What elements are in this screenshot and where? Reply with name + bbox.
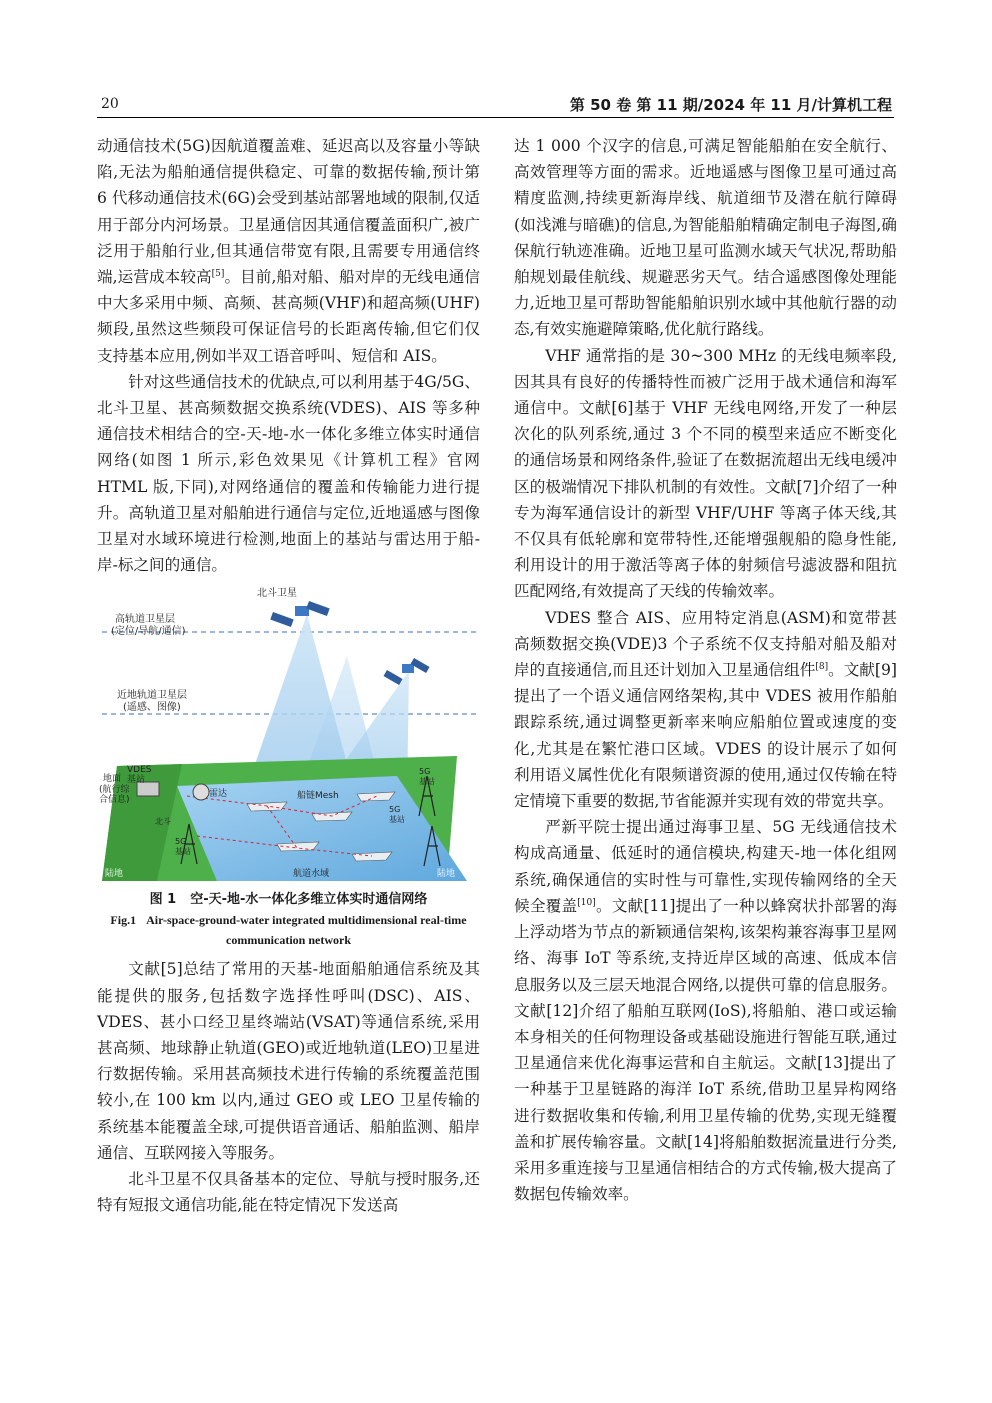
left-p1-tail: 。目前,船对船、船对岸的无线电通信中大多采用中频、高频、甚高频(VHF)和超高频(UHF)频段,虽然这些频段可保证信号的长距离传输,但它们仅支持基本应用,例如半双工语音呼叫、短信和 AIS。 xyxy=(97,268,480,365)
citation-8: [8] xyxy=(815,662,829,673)
label-radar: 雷达 xyxy=(209,789,228,800)
right-paragraph-1: 达 1 000 个汉字的信息,可满足智能船舶在安全航行、高效管理等方面的需求。近地遥感与图像卫星可通过高精度监测,持续更新海岸线、航道细节及潜在航行障碍(如浅滩与暗礁)的信息,为智能船舶精确定制电子海图,确保航行轨迹准确。近地卫星可监测水域天气状况,帮助船舶规划最佳航线、规避恶劣天气。结合遥感图像处理能力,近地卫星可帮助智能船舶识别水域中其他航行器的动态,有效实施避障策略,优化航行路线。 xyxy=(514,137,897,339)
right-p3-tail: 。文献[9]提出了一个语义通信网络架构,其中 VDES 被用作船舶跟踪系统,通过调整更新率来响应船舶位置或速度的变化,尤其是在繁忙港口区域。VDES 的设计展示了如何利用语义属性优化有限频谱资源的使用,通过仅传输在特定情境下重要的数据,节省能源并实现有效的带宽共享。 xyxy=(514,661,897,811)
figure-caption-cn xyxy=(97,890,480,910)
figure-caption-cn-text: 空-天-地-水一体化多维立体实时通信网络 xyxy=(190,892,428,908)
radar-dish-icon xyxy=(193,784,209,800)
figure-caption-en-text: Air-space-ground-water integrated multidimensional real-time communication network xyxy=(146,913,467,948)
label-water: 航道水域 xyxy=(293,869,330,880)
figure-caption-cn-label: 图 1 xyxy=(149,892,177,908)
network-diagram xyxy=(97,586,480,884)
page-number: 20 xyxy=(101,96,119,112)
right-paragraph-4 xyxy=(514,814,897,1207)
label-high-orbit: 高轨道卫星层 xyxy=(115,614,175,626)
label-5g-2: 5G xyxy=(389,805,401,815)
label-beidou-terminal: 北斗 xyxy=(155,817,171,827)
right-column xyxy=(514,133,897,1207)
right-p4-tail: 。文献[11]提出了一种以蜂窝状扑部署的海上浮动塔为节点的新颖通信架构,该架构兼容海事卫星网络、海事 IoT 等系统,支持近岸区域的高速、低成本信息服务以及三层天地混合网络,以提供可靠的信息服务。文献[12]介绍了船舶互联网(IoS),将船舶、港口或运输本身相关的任何物理设备或基础设施进行智能互联,通过卫星通信来优化海事运营和自主航运。文献[13]提出了一种基于卫星链路的海洋 IoT 系统,借助卫星异构网络进行数据收集和传输,利用卫星传输的优势,实现无缝覆盖和扩展传输容量。文献[14]将船舶数据流量进行分类,采用多重连接与卫星通信相结合的方式传输,极大提高了数据包传输效率。 xyxy=(514,896,897,1204)
label-5g-2-sub: 基站 xyxy=(389,815,405,825)
label-5g-3: 5G xyxy=(175,837,187,847)
left-column xyxy=(97,133,480,1218)
figure-caption-en-label: Fig.1 xyxy=(110,913,137,928)
label-ground: 地面 xyxy=(103,774,122,785)
right-paragraph-3 xyxy=(514,605,897,815)
label-5g-3-sub: 基站 xyxy=(175,847,191,857)
label-land-right: 陆地 xyxy=(437,869,456,880)
right-p4-text: 严新平院士提出通过海事卫星、5G 无线通信技术构成高通量、低延时的通信模块,构建天-地一体化组网系统,确保通信的实时性与可靠性,实现传输网络的全天候全覆盖 xyxy=(514,818,897,915)
left-paragraph-4: 北斗卫星不仅具备基本的定位、导航与授时服务,还特有短报文通信功能,能在特定情况下发送高 xyxy=(97,1170,480,1215)
label-ground-sub2: 合信息) xyxy=(99,795,130,806)
label-beidou: 北斗卫星 xyxy=(257,588,297,600)
label-leo-sub: (遥感、图像) xyxy=(123,702,181,714)
label-vdes-sub: 基站 xyxy=(127,775,146,786)
left-paragraph-3: 文献[5]总结了常用的天基-地面船舶通信系统及其能提供的服务,包括数字选择性呼叫(DSC)、AIS、VDES、甚小口经卫星终端站(VSAT)等通信系统,采用甚高频、地球静止轨道(GEO)或近地轨道(LEO)卫星进行数据传输。采用甚高频技术进行传输的系统覆盖范围较小,在 100 km 以内,通过 GEO 或 LEO 卫星传输的系统基本能覆盖全球,可提供语音通话、船舶监测、船岸通信、互联网接入等服务。 xyxy=(97,960,480,1162)
journal-running-header: 第 50 卷 第 11 期/2024 年 11 月/计算机工程 xyxy=(569,96,892,114)
header-rule xyxy=(97,117,894,118)
label-land-left: 陆地 xyxy=(105,869,124,880)
label-vdes: VDES xyxy=(127,765,152,776)
label-5g-1: 5G xyxy=(419,767,431,777)
left-paragraph-2: 针对这些通信技术的优缺点,可以利用基于4G/5G、北斗卫星、甚高频数据交换系统(VDES)、AIS 等多种通信技术相结合的空-天-地-水一体化多维立体实时通信网络(如图 1 所示,彩色效果见《计算机工程》官网 HTML 版,下同),对网络通信的覆盖和传输能力进行提升。高轨道卫星对船舶进行通信与定位,近地遥感与图像卫星对水域环境进行检测,地面上的基站与雷达用于船-岸-标之间的通信。 xyxy=(97,372,480,575)
figure-caption-en xyxy=(97,910,480,950)
citation-10: [10] xyxy=(577,897,596,908)
citation-5: [5] xyxy=(211,269,225,280)
right-paragraph-2: VHF 通常指的是 30~300 MHz 的无线电频率段,因其具有良好的传播特性而被广泛用于战术通信和海军通信中。文献[6]基于 VHF 无线电网络,开发了一种层次化的队列系统,通过 3 个不同的模型来适应不断变化的通信场景和网络条件,验证了在数据流超出无线电缓冲区的极端情况下排队机制的有效性。文献[7]介绍了一种专为海军通信设计的新型 VHF/UHF 等离子体天线,其不仅具有低轮廓和宽带特性,还能增强舰船的隐身性能,利用设计的用于激活等离子体的射频信号滤波器和阻抗匹配网络,有效提高了天线的传输效率。 xyxy=(514,346,897,601)
beidou-satellite-icon xyxy=(270,601,329,627)
right-p3-text: VDES 整合 AIS、应用特定消息(ASM)和宽带甚高频数据交换(VDE)3 个子系统不仅支持船对船及船对岸的直接通信,而且还计划加入卫星通信组件 xyxy=(514,608,897,680)
left-paragraph-1 xyxy=(97,133,480,369)
label-leo: 近地轨道卫星层 xyxy=(117,690,187,702)
label-5g-1-sub: 基站 xyxy=(419,777,435,787)
label-high-orbit-sub: (定位/导航/通信) xyxy=(111,626,186,638)
left-p1-text: 动通信技术(5G)因航道覆盖难、延迟高以及容量小等缺陷,无法为船舶通信提供稳定、可靠的数据传输,预计第 6 代移动通信技术(6G)会受到基站部署地域的限制,仅适用于部分内河场景。卫星通信因其通信覆盖面积广,被广泛用于船舶行业,但其通信带宽有限,且需要专用通信终端,运营成本较高 xyxy=(97,137,480,287)
label-ground-sub1: (航行综 xyxy=(99,785,130,796)
figure-1 xyxy=(97,586,480,884)
label-mesh: 船链Mesh xyxy=(297,791,339,802)
